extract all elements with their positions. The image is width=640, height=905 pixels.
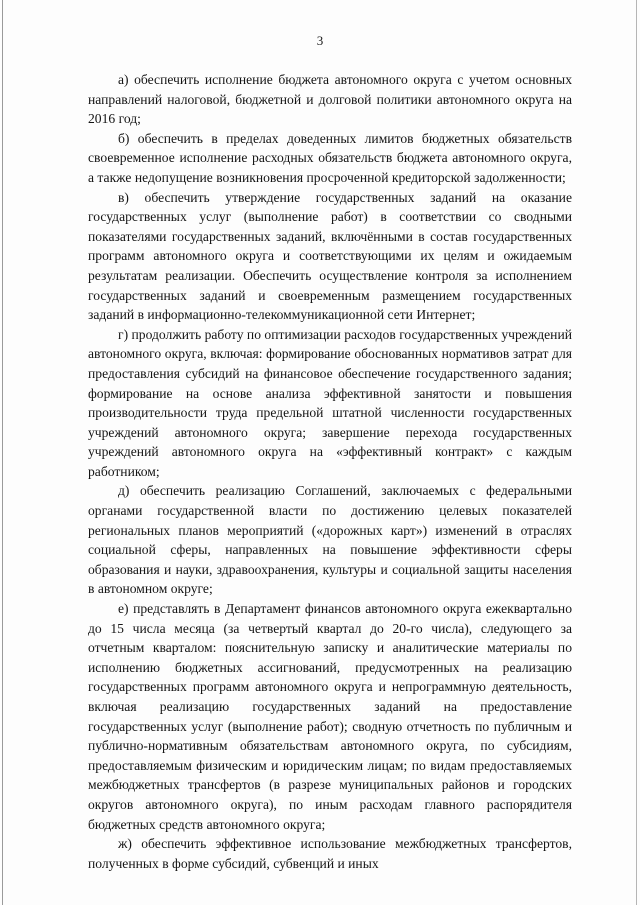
scan-edge-right [636,0,637,905]
paragraph-d: д) обеспечить реализацию Соглашений, заключаемых с федеральными органами государственной власти по достижению целевых показателей региональных планов мероприятий («дорожных карт») изменений в отраслях социальной сферы, направленных на повышение эффективности сферы образования и науки, здравоохранения, культуры и социальной защиты населения в автономном округе; [88,483,572,597]
paragraph-e: е) представлять в Департамент финансов автономного округа ежеквартально до 15 числа месяца (за четвертый квартал до 20-го числа), следующего за отчетным кварталом: пояснительную записку и аналитические материалы по исполнению бюджетных ассигнований, предусмотренных на реализацию государственных программ автономного округа и непрограммную деятельность, включая реализацию государственных заданий на предоставление государственных услуг (выполнение работ); сводную отчетность по публичным и публично-нормативным обязательствам автономного округа, по субсидиям, предоставляемым физическим и юридическим лицам; по видам предоставляемых межбюджетных трансфертов (в разрезе муниципальных районов и городских округов автономного округа), по иным расходам главного распорядителя бюджетных средств автономного округа; [88,601,572,832]
document-body [88,70,572,873]
page-number: 3 [316,33,324,48]
paragraph-a: а) обеспечить исполнение бюджета автономного округа с учетом основных направлений налоговой, бюджетной и долговой политики автономного округа на 2016 год; [88,72,572,127]
paragraph-b: б) обеспечить в пределах доведенных лимитов бюджетных обязательств своевременное исполнение расходных обязательств бюджета автономного округа, а также недопущение возникновения просроченной кредиторской задолженности; [88,130,572,185]
paragraph-v: в) обеспечить утверждение государственных заданий на оказание государственных услуг (выполнение работ) в соответствии со сводными показателями государственных заданий, включёнными в состав государственных программ автономного округа и соответствующими их целям и ожидаемым результатам реализации. Обеспечить осуществление контроля за исполнением государственных заданий и своевременным размещением государственных заданий в информационно-телекоммуникационной сети Интернет; [88,189,572,323]
paragraph-g: г) продолжить работу по оптимизации расходов государственных учреждений автономного округа, включая: формирование обоснованных нормативов затрат для предоставления субсидий на финансовое обеспечение государственного задания; формирование на основе анализа эффективной занятости и повышения производительности труда предельной штатной численности государственных учреждений автономного округа; завершение перехода государственных учреждений автономного округа на «эффективный контракт» с каждым работником; [88,326,572,479]
scan-edge-left [2,0,3,905]
paragraph-zh: ж) обеспечить эффективное использование межбюджетных трансфертов, полученных в форме субсидий, субвенций и иных [88,836,572,871]
